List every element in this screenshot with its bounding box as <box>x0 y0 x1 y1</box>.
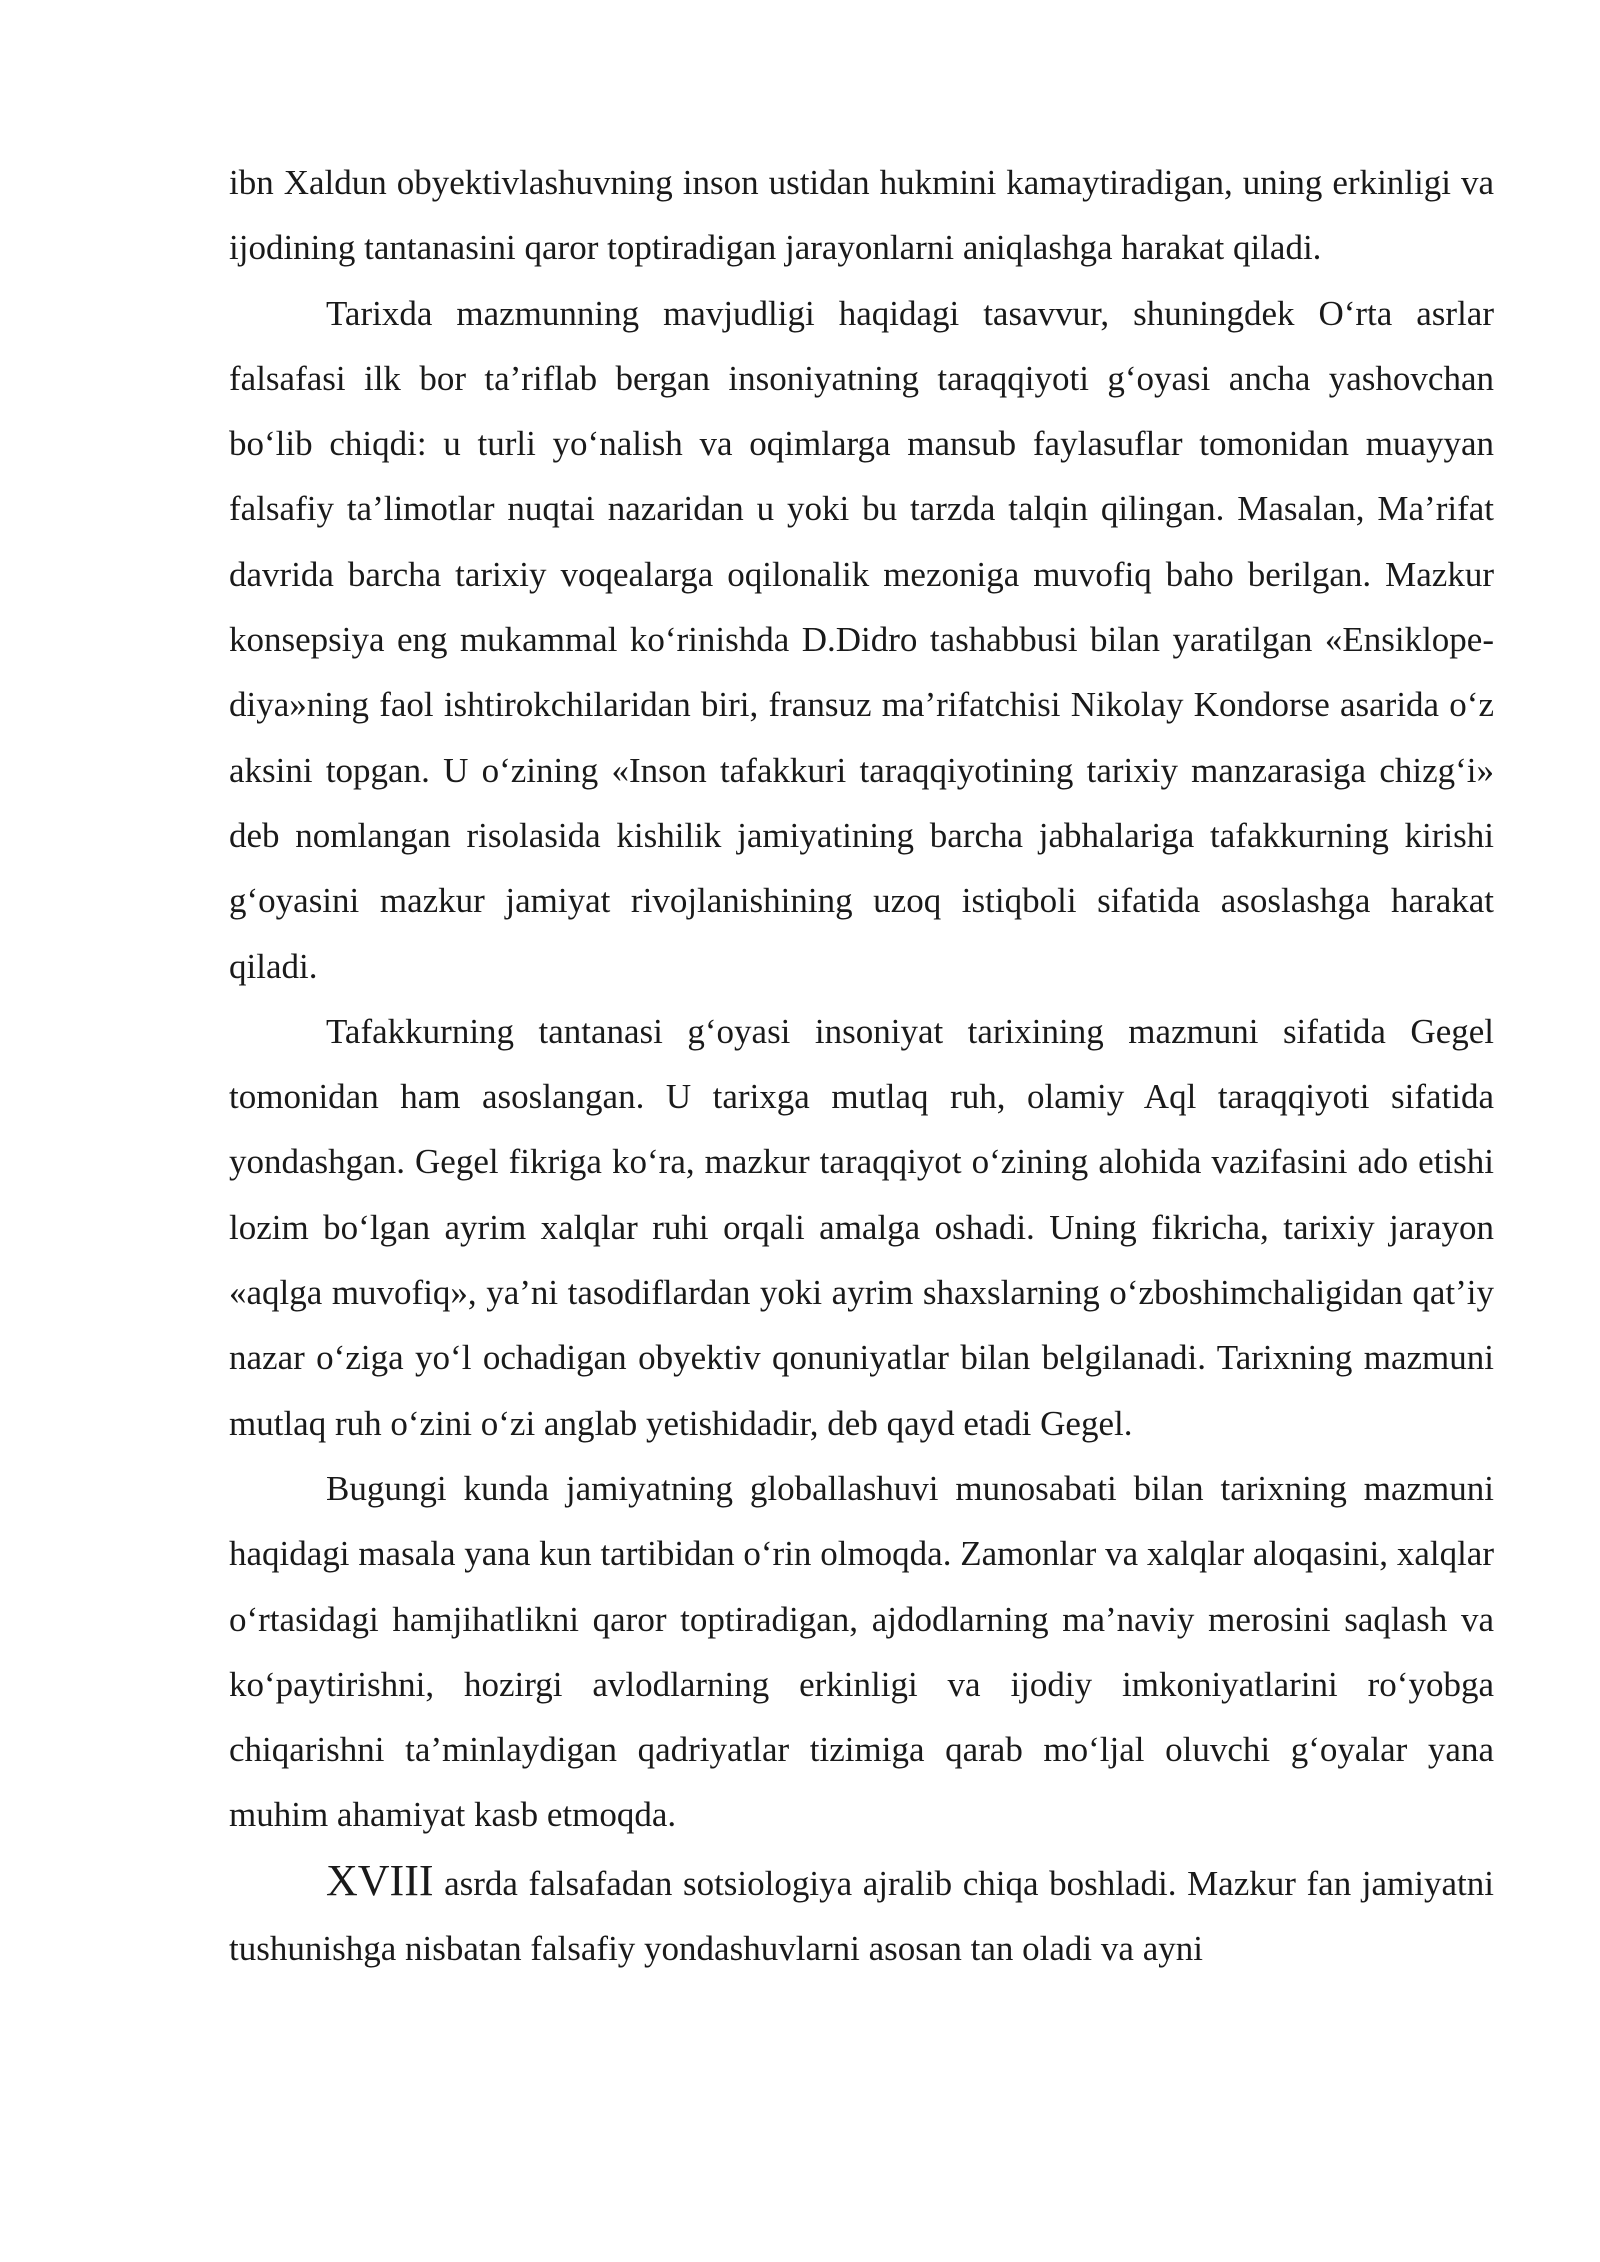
paragraph-3: Tafakkurning tantanasi g‘oyasi insoniyat tarixining mazmuni sifatida Gegel tomonidan ham asoslangan. U tarixga mutlaq ruh, olamiy Aql taraqqiyoti sifatida yondashgan. Gegel fikriga ko‘ra, mazkur taraqqiyot o‘zining alohida vazifasini ado etishi lozim bo‘lgan ayrim xalqlar ruhi orqali amalga oshadi. Uning fikricha, tarixiy jarayon «aqlga muvofiq», ya’ni tasodiflardan yoki ayrim shaxslarning o‘zboshimchaligidan qat’iy nazar o‘ziga yo‘l ochadigan obyektiv qonuniyatlar bilan belgilanadi. Tarixning mazmuni mutlaq ruh o‘zini o‘zi anglab yetishidadir, deb qayd etadi Gegel. <box>229 1011 1494 1443</box>
paragraph-4: Bugungi kunda jamiyatning globallashuvi munosabati bilan tarixning mazmuni haqidagi masala yana kun tartibidan o‘rin olmoqda. Zamonlar va xalqlar aloqasini, xalqlar o‘rtasidagi hamjihatlikni qaror toptiradigan, ajdodlarning ma’naviy merosini saqlash va ko‘paytirishni, hozirgi avlodlarning erkinligi va ijodiy imkoniyatlarini ro‘yobga chiqarishni ta’minlaydigan qadriyatlar tizimiga qarab mo‘ljal oluvchi g‘oyalar yana muhim ahamiyat kasb etmoqda. <box>229 1468 1494 1835</box>
paragraph-2: Tarixda mazmunning mavjudligi haqidagi tasavvur, shuningdek O‘rta asrlar falsafasi ilk bor ta’riflab bergan insoniyatning taraqqiyoti g‘oyasi ancha yashovchan bo‘lib chiqdi: u turli yo‘nalish va oqimlarga mansub faylasuflar tomonidan muayyan falsafiy ta’limotlar nuqtai nazaridan u yoki bu tarzda talqin qilingan. Masalan, Ma’rifat davrida barcha tarixiy voqealarga oqilonalik mezoniga muvofiq baho berilgan. Mazkur konsepsiya eng mukammal ko‘rinishda D.Didro tashabbusi bilan yaratilgan «Ensiklope- diya»ning faol ishtirokchilaridan biri, fransuz ma’rifatchisi Nikolay Kondorse asarida o‘z aksini topgan. U o‘zining «Inson tafakkuri taraqqiyotining tarixiy manzarasiga chizg‘i» deb nomlangan risolasida kishilik jamiyatining barcha jabhalariga tafakkurning kirishi g‘oyasini mazkur jamiyat rivojlanishining uzoq istiqboli sifatida asoslashga harakat qiladi. <box>229 293 1494 986</box>
paragraph-5 <box>229 1848 1494 1982</box>
century-numeral: XVIII <box>326 1855 434 1905</box>
paragraph-5-text: asrda falsafadan sotsiologiya ajralib chiqa boshladi. Mazkur fan jamiyatni tushunishga nisbatan falsafiy yondashuvlarni asosan tan oladi va ayni <box>229 1863 1494 1969</box>
paragraph-1: ibn Xaldun obyektivlashuvning inson ustidan hukmini kamaytiradigan, uning erkinligi va ijodining tantanasini qaror toptiradigan jarayonlarni aniqlashga harakat qiladi. <box>229 163 1494 268</box>
document-page <box>229 150 1494 1981</box>
